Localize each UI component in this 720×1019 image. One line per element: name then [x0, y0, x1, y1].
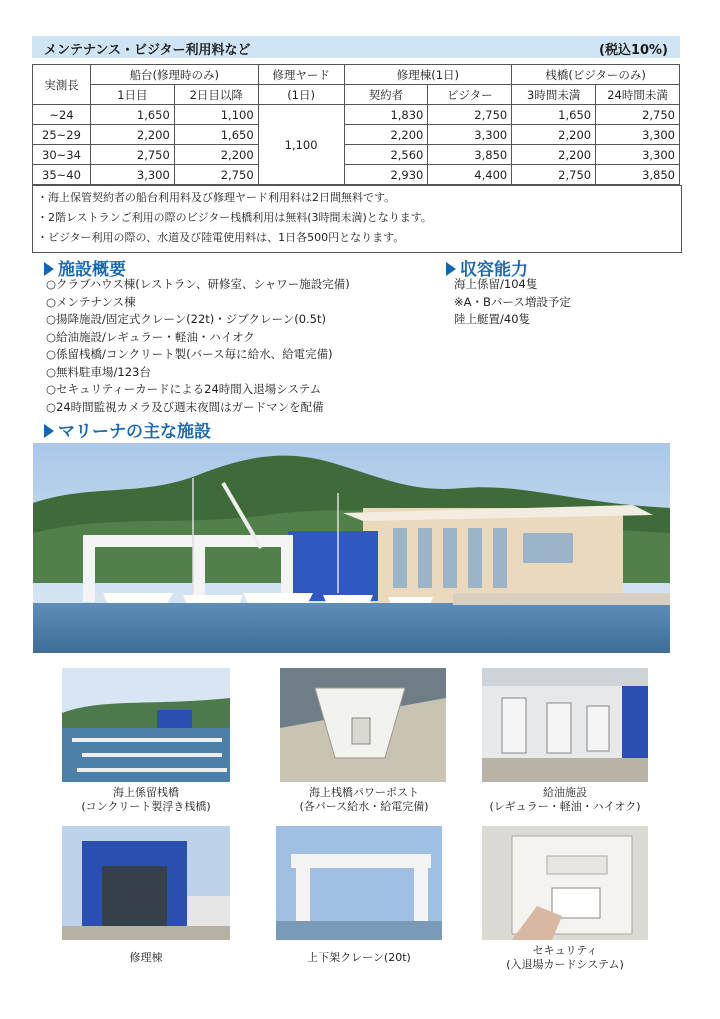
cell-repair-contract: 2,560: [344, 145, 428, 165]
cell-repair-visitor: 3,850: [428, 145, 512, 165]
cell-length: ~24: [33, 105, 91, 125]
header-pier: 桟橋(ビジターのみ): [512, 65, 680, 85]
triangle-bullet-icon: [44, 424, 54, 438]
cell-repair-contract: 1,830: [344, 105, 428, 125]
list-item: ○メンテナンス棟: [46, 294, 136, 309]
subheader-3h: 3時間未満: [512, 85, 596, 105]
caption: [262, 786, 466, 814]
cell-repair-visitor: 3,300: [428, 125, 512, 145]
subheader-day2: 2日目以降: [174, 85, 258, 105]
capacity-list: [454, 276, 571, 329]
caption-line: 上下架クレーン(20t): [307, 951, 411, 964]
caption-line: (入退場カードシステム): [506, 958, 624, 971]
cell-day2: 1,650: [174, 125, 258, 145]
subheader-visitor: ビジター: [428, 85, 512, 105]
list-item: ○給油施設/レギュラー・軽油・ハイオク: [46, 329, 255, 344]
cell-repair-visitor: 2,750: [428, 105, 512, 125]
subheader-contract: 契約者: [344, 85, 428, 105]
repair-building-photo: [62, 826, 230, 940]
fee-table: [32, 64, 680, 185]
list-item: ○揚降施設/固定式クレーン(22t)・ジブクレーン(0.5t): [46, 312, 326, 326]
marina-heading: [44, 417, 211, 442]
header-length: 実測長: [33, 65, 91, 105]
list-item: ○セキュリティーカードによる24時間入退場システム: [46, 382, 322, 396]
cell-repair-contract: 2,930: [344, 165, 428, 185]
floating-pier-photo: [62, 668, 230, 782]
table-row: [33, 105, 680, 125]
cell-pier-3h: 2,750: [512, 165, 596, 185]
triangle-bullet-icon: [446, 262, 456, 276]
cell-day1: 2,200: [90, 125, 174, 145]
marina-panorama-photo: [33, 443, 670, 653]
header-yard: 修理ヤード: [258, 65, 344, 85]
fee-banner: [32, 36, 680, 58]
cell-pier-24h: 3,300: [596, 145, 680, 165]
header-repair: 修理棟(1日): [344, 65, 512, 85]
cell-pier-24h: 3,850: [596, 165, 680, 185]
banner-title: メンテナンス・ビジター利用料など: [44, 43, 251, 58]
security-card-photo: [482, 826, 648, 940]
caption-line: 修理棟: [129, 951, 163, 964]
list-item: ※A・Bバース増設予定: [454, 294, 571, 309]
list-item: ○係留桟橋/コンクリート製(バース毎に給水、給電完備): [46, 347, 333, 361]
cell-day1: 3,300: [90, 165, 174, 185]
cell-length: 35~40: [33, 165, 91, 185]
caption-line: 海上係留桟橋: [113, 786, 179, 799]
cell-day2: 2,750: [174, 165, 258, 185]
cell-day1: 1,650: [90, 105, 174, 125]
cell-repair-visitor: 4,400: [428, 165, 512, 185]
caption-line: (各バース給水・給電完備): [299, 800, 429, 813]
caption-line: (コンクリート製浮き桟橋): [81, 800, 211, 813]
subheader-yard: (1日): [258, 85, 344, 105]
triangle-bullet-icon: [44, 262, 54, 276]
note-item: ・海上保管契約者の船台利用料及び修理ヤード利用料は2日間無料です。: [37, 191, 396, 204]
table-row: [33, 145, 680, 165]
crane-photo: [276, 826, 442, 940]
cell-pier-3h: 1,650: [512, 105, 596, 125]
list-item: ○クラブハウス棟(レストラン、研修室、シャワー施設完備): [46, 277, 350, 291]
marina-heading-text: マリーナの主な施設: [58, 422, 211, 442]
table-subheader-row: [33, 85, 680, 105]
caption-line: 給油施設: [543, 786, 587, 799]
caption: [256, 951, 462, 965]
cell-pier-3h: 2,200: [512, 125, 596, 145]
notes-box: [32, 185, 682, 253]
caption: [42, 951, 250, 965]
cell-day1: 2,750: [90, 145, 174, 165]
caption-line: 海上桟橋パワーポスト: [309, 786, 419, 799]
cell-pier-24h: 2,750: [596, 105, 680, 125]
cell-length: 30~34: [33, 145, 91, 165]
note-item: ・2階レストランご利用の際のビジター桟橋利用は無料(3時間未満)となります。: [37, 211, 432, 224]
list-item: ○無料駐車場/123台: [46, 364, 151, 379]
cell-day2: 1,100: [174, 105, 258, 125]
facilities-list: [46, 276, 350, 416]
capacity-heading-text: 収容能力: [460, 260, 528, 280]
cell-pier-24h: 3,300: [596, 125, 680, 145]
caption-line: (レギュラー・軽油・ハイオク): [489, 800, 641, 813]
caption-line: セキュリティ: [532, 944, 598, 957]
table-row: [33, 125, 680, 145]
table-header-row: [33, 65, 680, 85]
subheader-day1: 1日目: [90, 85, 174, 105]
cell-length: 25~29: [33, 125, 91, 145]
table-row: [33, 165, 680, 185]
cell-pier-3h: 2,200: [512, 145, 596, 165]
facilities-heading-text: 施設概要: [58, 260, 126, 280]
caption: [462, 786, 668, 814]
fuel-station-photo: [482, 668, 648, 782]
caption: [42, 786, 250, 814]
tax-note: (税込10%): [599, 43, 668, 58]
list-item: 海上係留/104隻: [454, 277, 538, 291]
subheader-24h: 24時間未満: [596, 85, 680, 105]
cell-yard: 1,100: [258, 105, 344, 185]
cell-day2: 2,200: [174, 145, 258, 165]
list-item: ○24時間監視カメラ及び週末夜間はガードマンを配備: [46, 399, 324, 414]
power-post-photo: [280, 668, 446, 782]
caption: [462, 944, 668, 972]
list-item: 陸上艇置/40隻: [454, 312, 531, 326]
header-berth: 船台(修理時のみ): [90, 65, 258, 85]
cell-repair-contract: 2,200: [344, 125, 428, 145]
note-item: ・ビジター利用の際の、水道及び陸電使用料は、1日各500円となります。: [37, 231, 405, 244]
